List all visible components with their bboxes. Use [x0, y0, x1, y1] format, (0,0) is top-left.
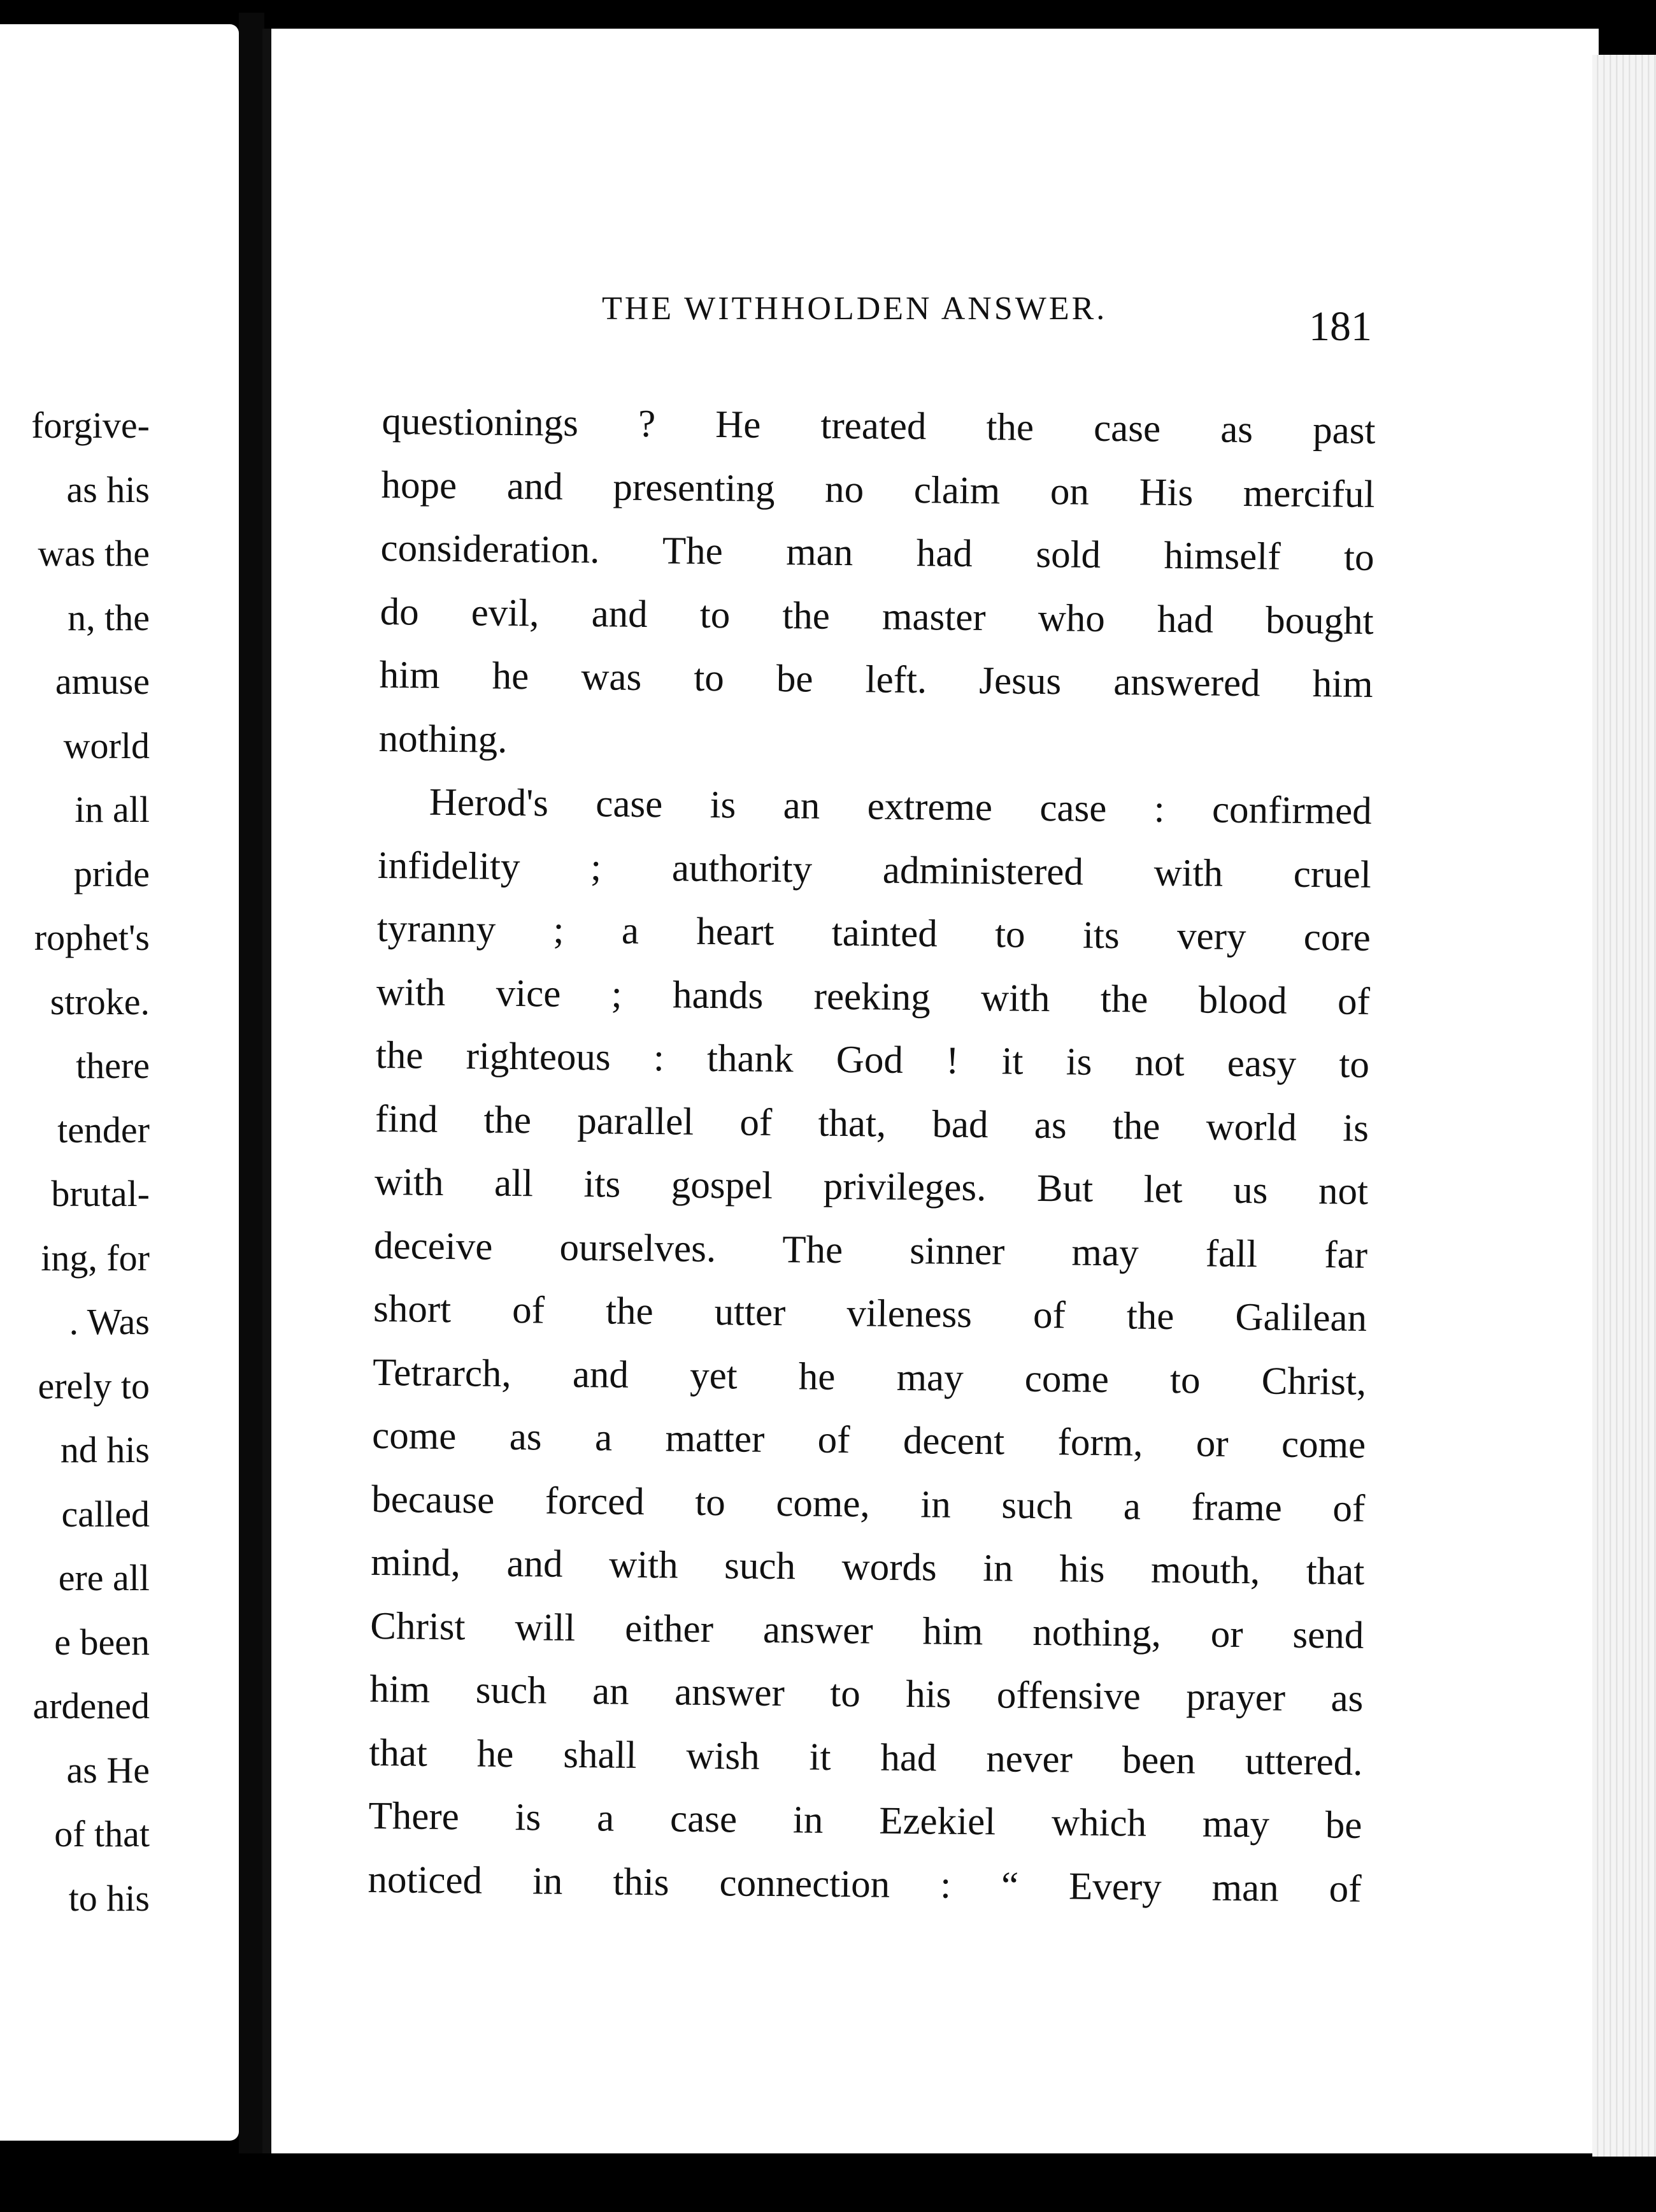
- text-line: ing, for: [41, 1237, 150, 1279]
- text-line: world: [63, 724, 150, 766]
- text-line: there: [76, 1045, 150, 1086]
- text-line: called: [61, 1493, 150, 1535]
- text-line: him such an answer to his offensive prayer as: [369, 1667, 1364, 1720]
- text-line: tender: [57, 1109, 150, 1151]
- text-line: as He: [66, 1749, 150, 1791]
- text-line: that he shall wish it had never been uttered.: [369, 1731, 1363, 1784]
- text-line: There is a case in Ezekiel which may be: [368, 1794, 1362, 1847]
- text-line: because forced to come, in such a frame of: [371, 1477, 1366, 1530]
- text-line: him he was to be left. Jesus answered him: [379, 653, 1373, 706]
- text-line: questionings ? He treated the case as past: [382, 399, 1376, 452]
- book-gutter: [239, 13, 264, 2153]
- text-line: nd his: [60, 1429, 150, 1470]
- text-line: to his: [68, 1877, 150, 1919]
- text-line: ardened: [32, 1685, 150, 1727]
- text-line: in all: [75, 789, 150, 830]
- text-line: Christ will either answer him nothing, or send: [370, 1604, 1364, 1657]
- text-line: amuse: [55, 661, 150, 702]
- text-line: brutal-: [51, 1173, 150, 1214]
- text-line: nothing.: [378, 717, 508, 761]
- page-number: 181: [1309, 303, 1372, 350]
- text-line: do evil, and to the master who had bought: [380, 590, 1374, 643]
- body-text: [368, 390, 1376, 1921]
- text-line: n, the: [68, 596, 150, 638]
- page-edges: [1592, 55, 1656, 2157]
- text-line: as his: [66, 468, 150, 510]
- text-line: pride: [73, 852, 150, 894]
- text-line: come as a matter of decent form, or come: [371, 1414, 1366, 1467]
- text-line: deceive ourselves. The sinner may fall far: [373, 1224, 1368, 1277]
- text-line: Herod's case is an extreme case : confirmed: [429, 780, 1373, 833]
- left-page-text: [0, 394, 150, 1930]
- text-line: forgive-: [31, 405, 150, 446]
- text-line: e been: [54, 1621, 150, 1663]
- text-line: of that: [54, 1813, 150, 1855]
- text-line: rophet's: [34, 917, 150, 958]
- text-line: hope and presenting no claim on His merciful: [381, 463, 1375, 516]
- text-line: noticed in this connection : “ Every man of: [368, 1858, 1362, 1911]
- text-line: erely to: [38, 1365, 150, 1407]
- text-line: tyranny ; a heart tainted to its very core: [376, 907, 1371, 959]
- running-head: THE WITHHOLDEN ANSWER.: [602, 291, 1108, 327]
- text-line: was the: [38, 533, 150, 574]
- text-line: ere all: [58, 1557, 150, 1598]
- text-line: mind, and with such words in his mouth, that: [371, 1540, 1365, 1593]
- text-line: consideration. The man had sold himself to: [380, 526, 1374, 579]
- text-line: infidelity ; authority administered with cruel: [377, 844, 1372, 896]
- text-line: . Was: [69, 1301, 150, 1342]
- left-page: [0, 24, 239, 2141]
- scan-border-bottom: [0, 2157, 1656, 2212]
- text-line: stroke.: [50, 980, 150, 1023]
- text-line: the righteous : thank God ! it is not easy to: [375, 1033, 1370, 1086]
- text-line: short of the utter vileness of the Galilean: [373, 1287, 1367, 1340]
- text-line: find the parallel of that, bad as the world is: [375, 1097, 1369, 1150]
- text-line: with vice ; hands reeking with the blood of: [376, 970, 1371, 1023]
- text-line: Tetrarch, and yet he may come to Christ,: [372, 1351, 1367, 1404]
- text-line: with all its gospel privileges. But let us not: [374, 1160, 1369, 1213]
